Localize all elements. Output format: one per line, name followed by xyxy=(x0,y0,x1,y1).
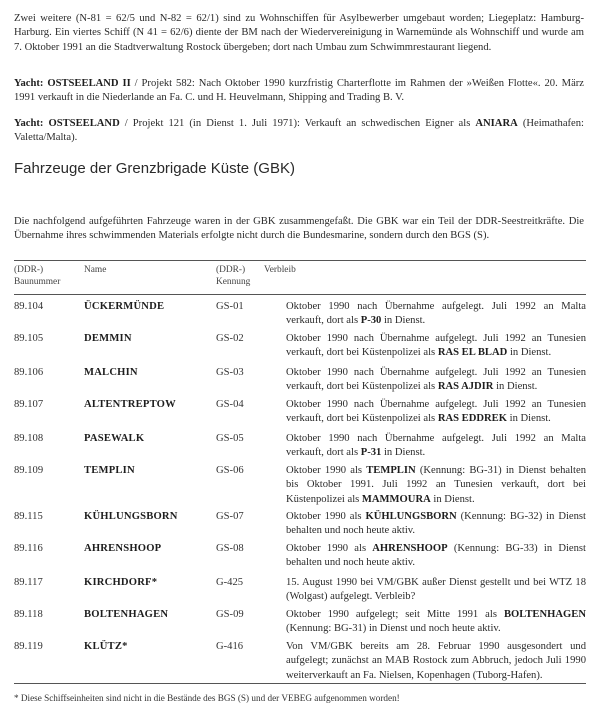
kennung-cell: GS-01 xyxy=(216,301,244,312)
yacht-label: Yacht: xyxy=(14,78,44,89)
yacht-text: (Heimathafen: Valetta/Malta). xyxy=(14,118,584,144)
yacht-name: OSTSEELAND xyxy=(48,118,120,129)
kennung-cell: G-425 xyxy=(216,577,244,588)
ship-new-name: RAS EDDREK xyxy=(437,413,507,425)
paragraph-ostseeland-ii xyxy=(14,77,584,106)
table-top-rule xyxy=(14,260,586,261)
header-kennung: (DDR-) Kennung xyxy=(216,265,251,287)
baunummer-cell: 89.105 xyxy=(14,333,44,344)
baunummer-cell: 89.106 xyxy=(14,367,44,378)
kennung-cell: GS-06 xyxy=(216,465,244,476)
verbleib-cell: Oktober 1990 nach Übernahme aufgelegt. Juli 1992 an Malta verkauft, dort als P-31 in Dienst. xyxy=(286,433,586,459)
yacht-name: OSTSEELAND II xyxy=(47,78,131,89)
ship-name-cell: KÜHLUNGSBORN xyxy=(84,511,178,522)
verbleib-cell: Oktober 1990 als KÜHLUNGSBORN (Kennung: BG-32) in Dienst behalten und noch heute aktiv. xyxy=(286,511,586,537)
ship-name-cell: TEMPLIN xyxy=(84,465,135,476)
ship-new-name: AHRENSHOOP xyxy=(372,543,448,554)
yacht-new-name: ANIARA xyxy=(475,118,518,129)
footnote: * Diese Schiffseinheiten sind nicht in die Bestände des BGS (S) und der VEBEG aufgenommen worden! xyxy=(14,693,400,703)
yacht-text: / Projekt 121 (in Dienst 1. Juli 1971): Verkauft an schwedischen Eigner als xyxy=(124,118,471,129)
ship-name-cell: KLÜTZ* xyxy=(84,641,128,652)
baunummer-cell: 89.119 xyxy=(14,641,43,652)
ship-new-name: RAS AJDIR xyxy=(437,381,494,393)
ship-name-cell: BOLTENHAGEN xyxy=(84,609,169,620)
kennung-cell: GS-07 xyxy=(216,511,244,522)
table-bottom-rule xyxy=(14,683,586,684)
baunummer-cell: 89.104 xyxy=(14,301,44,312)
kennung-cell: GS-05 xyxy=(216,433,244,444)
kennung-cell: G-416 xyxy=(216,641,244,652)
ship-new-name: MAMMOURA xyxy=(361,493,431,505)
verbleib-cell: Von VM/GBK bereits am 28. Februar 1990 ausgesondert und aufgelegt; zunächst an MAB Rostock zum Abbruch, jedoch Juli 1990 weiterverkauft an Fa. Nielsen, Kopenhagen (Tuborg-Hafen). xyxy=(286,641,586,681)
ship-name-cell: PASEWALK xyxy=(84,433,145,444)
baunummer-cell: 89.107 xyxy=(14,399,44,410)
baunummer-cell: 89.117 xyxy=(14,577,43,588)
verbleib-cell: Oktober 1990 nach Übernahme aufgelegt. Juli 1992 an Tunesien verkauft, dort bei Küstenpolizei als RAS AJDIR in Dienst. xyxy=(286,367,586,393)
ship-name-cell: KIRCHDORF* xyxy=(84,577,158,588)
ship-new-name: P-30 xyxy=(360,315,382,327)
table-header-rule xyxy=(14,294,586,295)
ship-new-name: BOLTENHAGEN xyxy=(503,609,586,620)
verbleib-cell: Oktober 1990 aufgelegt; seit Mitte 1991 als BOLTENHAGEN (Kennung: BG-31) in Dienst und noch heute aktiv. xyxy=(286,609,586,635)
verbleib-cell: Oktober 1990 nach Übernahme aufgelegt. Juli 1992 an Tunesien verkauft, dort bei Küstenpolizei als RAS EL BLAD in Dienst. xyxy=(286,333,586,359)
verbleib-cell: Oktober 1990 nach Übernahme aufgelegt. Juli 1992 an Tunesien verkauft, dort bei Küstenpolizei als RAS EDDREK in Dienst. xyxy=(286,399,586,425)
kennung-cell: GS-03 xyxy=(216,367,244,378)
verbleib-cell: 15. August 1990 bei VM/GBK außer Dienst gestellt und bei WTZ 18 (Wolgast) aufgelegt. Verbleib? xyxy=(286,577,586,603)
ship-name-cell: MALCHIN xyxy=(84,367,138,378)
ship-name-cell: DEMMIN xyxy=(84,333,132,344)
ship-name-cell: AHRENSHOOP xyxy=(84,543,162,554)
baunummer-cell: 89.115 xyxy=(14,511,43,522)
paragraph-wohnschiffe: Zwei weitere (N-81 = 62/5 und N-82 = 62/1) sind zu Wohnschiffen für Asylbewerber umgebaut worden; Liegeplatz: Hamburg-Harburg. Ein viertes Schiff (N 41 = 62/6) diente der BM nach der Wiedervereinigung in Warnemünde als Wohnschiff und wurde am 7. Oktober 1991 an die Stadtverwaltung Rostock übergeben; dort nach Umbau zum Schwimmrestaurant liegend. xyxy=(14,13,584,53)
ship-new-name: TEMPLIN xyxy=(366,465,416,476)
yacht-label: Yacht: xyxy=(14,118,44,129)
section-intro: Die nachfolgend aufgeführten Fahrzeuge waren in der GBK zusammengefaßt. Die GBK war ein Teil der DDR-Seestreitkräfte. Die Übernahme ihres schwimmenden Materials erfolgte nicht durch die Bundesmarine, sondern durch den BGS (S). xyxy=(14,216,584,242)
baunummer-cell: 89.118 xyxy=(14,609,43,620)
ship-new-name: P-31 xyxy=(360,447,382,459)
baunummer-cell: 89.109 xyxy=(14,465,44,476)
ship-name-cell: ALTENTREPTOW xyxy=(84,399,176,410)
ship-name-cell: ÜCKERMÜNDE xyxy=(84,301,165,312)
kennung-cell: GS-02 xyxy=(216,333,244,344)
verbleib-cell: Oktober 1990 als TEMPLIN (Kennung: BG-31) in Dienst behalten bis Oktober 1991. Juli 1992 an Tunesien verkauft, dort bei Küstenpolizei als MAMMOURA in Dienst. xyxy=(286,465,586,505)
kennung-cell: GS-09 xyxy=(216,609,244,620)
paragraph-ostseeland xyxy=(14,117,584,146)
section-title: Fahrzeuge der Grenzbrigade Küste (GBK) xyxy=(14,160,295,177)
kennung-cell: GS-04 xyxy=(216,399,244,410)
ship-new-name: KÜHLUNGSBORN xyxy=(365,511,457,522)
baunummer-cell: 89.116 xyxy=(14,543,43,554)
verbleib-cell: Oktober 1990 als AHRENSHOOP (Kennung: BG-33) in Dienst behalten und noch heute aktiv. xyxy=(286,543,586,569)
verbleib-cell: Oktober 1990 nach Übernahme aufgelegt. Juli 1992 an Malta verkauft, dort als P-30 in Dienst. xyxy=(286,301,586,327)
yacht-text: / Projekt 582: Nach Oktober 1990 kurzfristig Charterflotte im Rahmen der »Weißen Flotte«. 20. März 1991 verkauft in die Niederlande an Fa. C. und H. Heuvelmann, Shipping and Trading B. V. xyxy=(14,78,585,104)
header-baunummer: (DDR-) Baunummer xyxy=(14,265,61,287)
ship-new-name: RAS EL BLAD xyxy=(437,347,508,359)
header-verbleib: Verbleib xyxy=(264,265,296,275)
header-name: Name xyxy=(84,265,107,275)
kennung-cell: GS-08 xyxy=(216,543,244,554)
baunummer-cell: 89.108 xyxy=(14,433,44,444)
